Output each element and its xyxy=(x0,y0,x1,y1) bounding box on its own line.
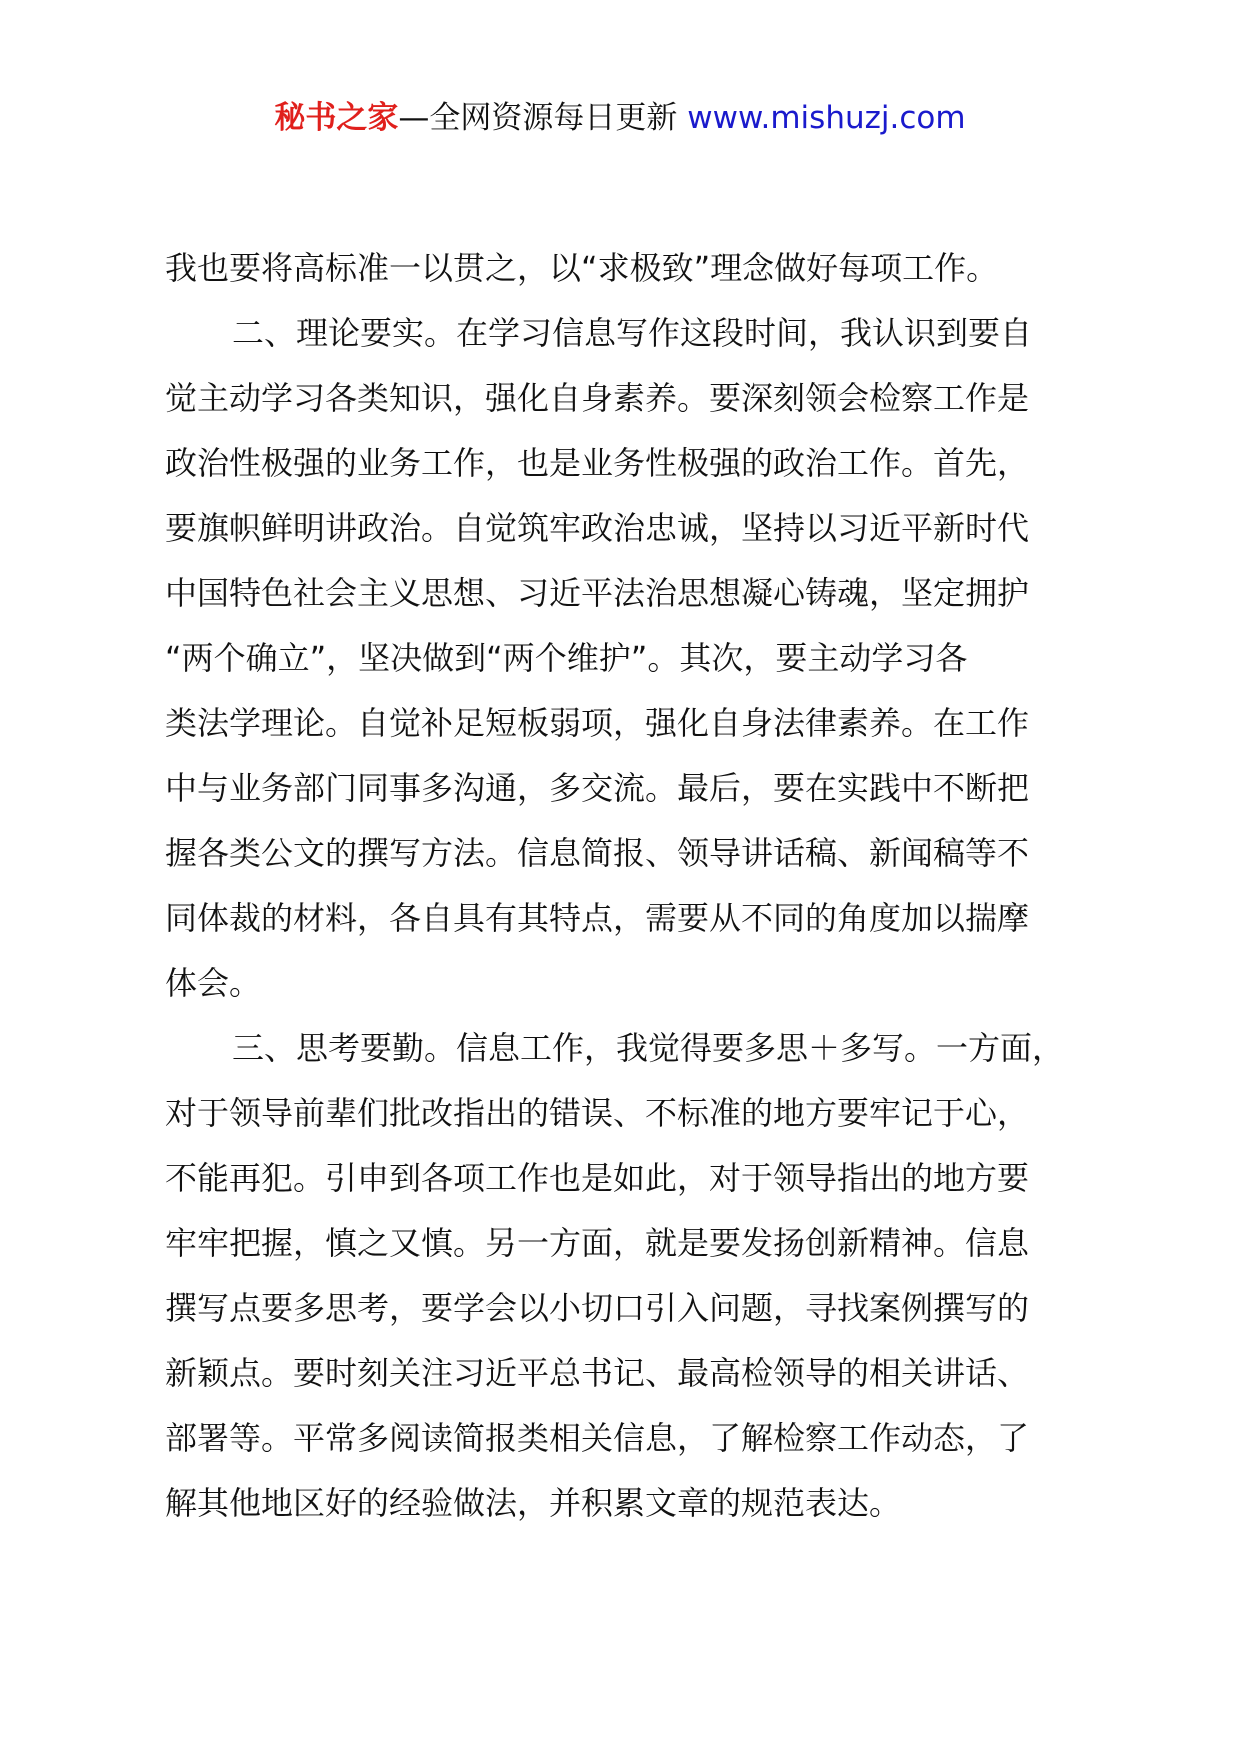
text-line: 对于领导前辈们批改指出的错误、不标准的地方要牢记于心， xyxy=(165,1094,1030,1132)
text-line: 中国特色社会主义思想、习近平法治思想凝心铸魂，坚定拥护 xyxy=(165,574,1030,612)
text-line: 新颖点。要时刻关注习近平总书记、最高检领导的相关讲话、 xyxy=(165,1354,1030,1392)
brand-name: 秘书之家 xyxy=(274,100,399,136)
text-line: 部署等。平常多阅读简报类相关信息，了解检察工作动态，了 xyxy=(165,1419,1030,1457)
text-line: 握各类公文的撰写方法。信息简报、领导讲话稿、新闻稿等不 xyxy=(165,834,1030,872)
text-line: 政治性极强的业务工作，也是业务性极强的政治工作。首先， xyxy=(165,444,1030,482)
page-header xyxy=(0,96,1240,140)
text-line: “两个确立”，坚决做到“两个维护”。其次，要主动学习各 xyxy=(165,639,968,677)
text-line: 要旗帜鲜明讲政治。自觉筑牢政治忠诚，坚持以习近平新时代 xyxy=(165,509,1030,547)
text-line: 三、思考要勤。信息工作，我觉得要多思＋多写。一方面， xyxy=(232,1029,1065,1067)
text-line: 不能再犯。引申到各项工作也是如此，对于领导指出的地方要 xyxy=(165,1159,1030,1197)
text-line: 撰写点要多思考，要学会以小切口引入问题，寻找案例撰写的 xyxy=(165,1289,1030,1327)
text-line: 解其他地区好的经验做法，并积累文章的规范表达。 xyxy=(165,1484,902,1522)
text-line: 体会。 xyxy=(165,964,262,1002)
text-line: 觉主动学习各类知识，强化自身素养。要深刻领会检察工作是 xyxy=(165,379,1030,417)
text-line: 我也要将高标准一以贯之，以“求极致”理念做好每项工作。 xyxy=(165,249,999,287)
text-line: 类法学理论。自觉补足短板弱项，强化自身法律素养。在工作 xyxy=(165,704,1030,742)
site-url-link[interactable]: www.mishuzj.com xyxy=(687,100,966,136)
document-body xyxy=(165,236,1105,1536)
header-tagline: —全网资源每日更新 xyxy=(398,100,688,136)
text-line: 二、理论要实。在学习信息写作这段时间，我认识到要自 xyxy=(232,314,1033,352)
text-line: 牢牢把握，慎之又慎。另一方面，就是要发扬创新精神。信息 xyxy=(165,1224,1030,1262)
text-line: 中与业务部门同事多沟通，多交流。最后，要在实践中不断把 xyxy=(165,769,1030,807)
text-line: 同体裁的材料，各自具有其特点，需要从不同的角度加以揣摩 xyxy=(165,899,1030,937)
